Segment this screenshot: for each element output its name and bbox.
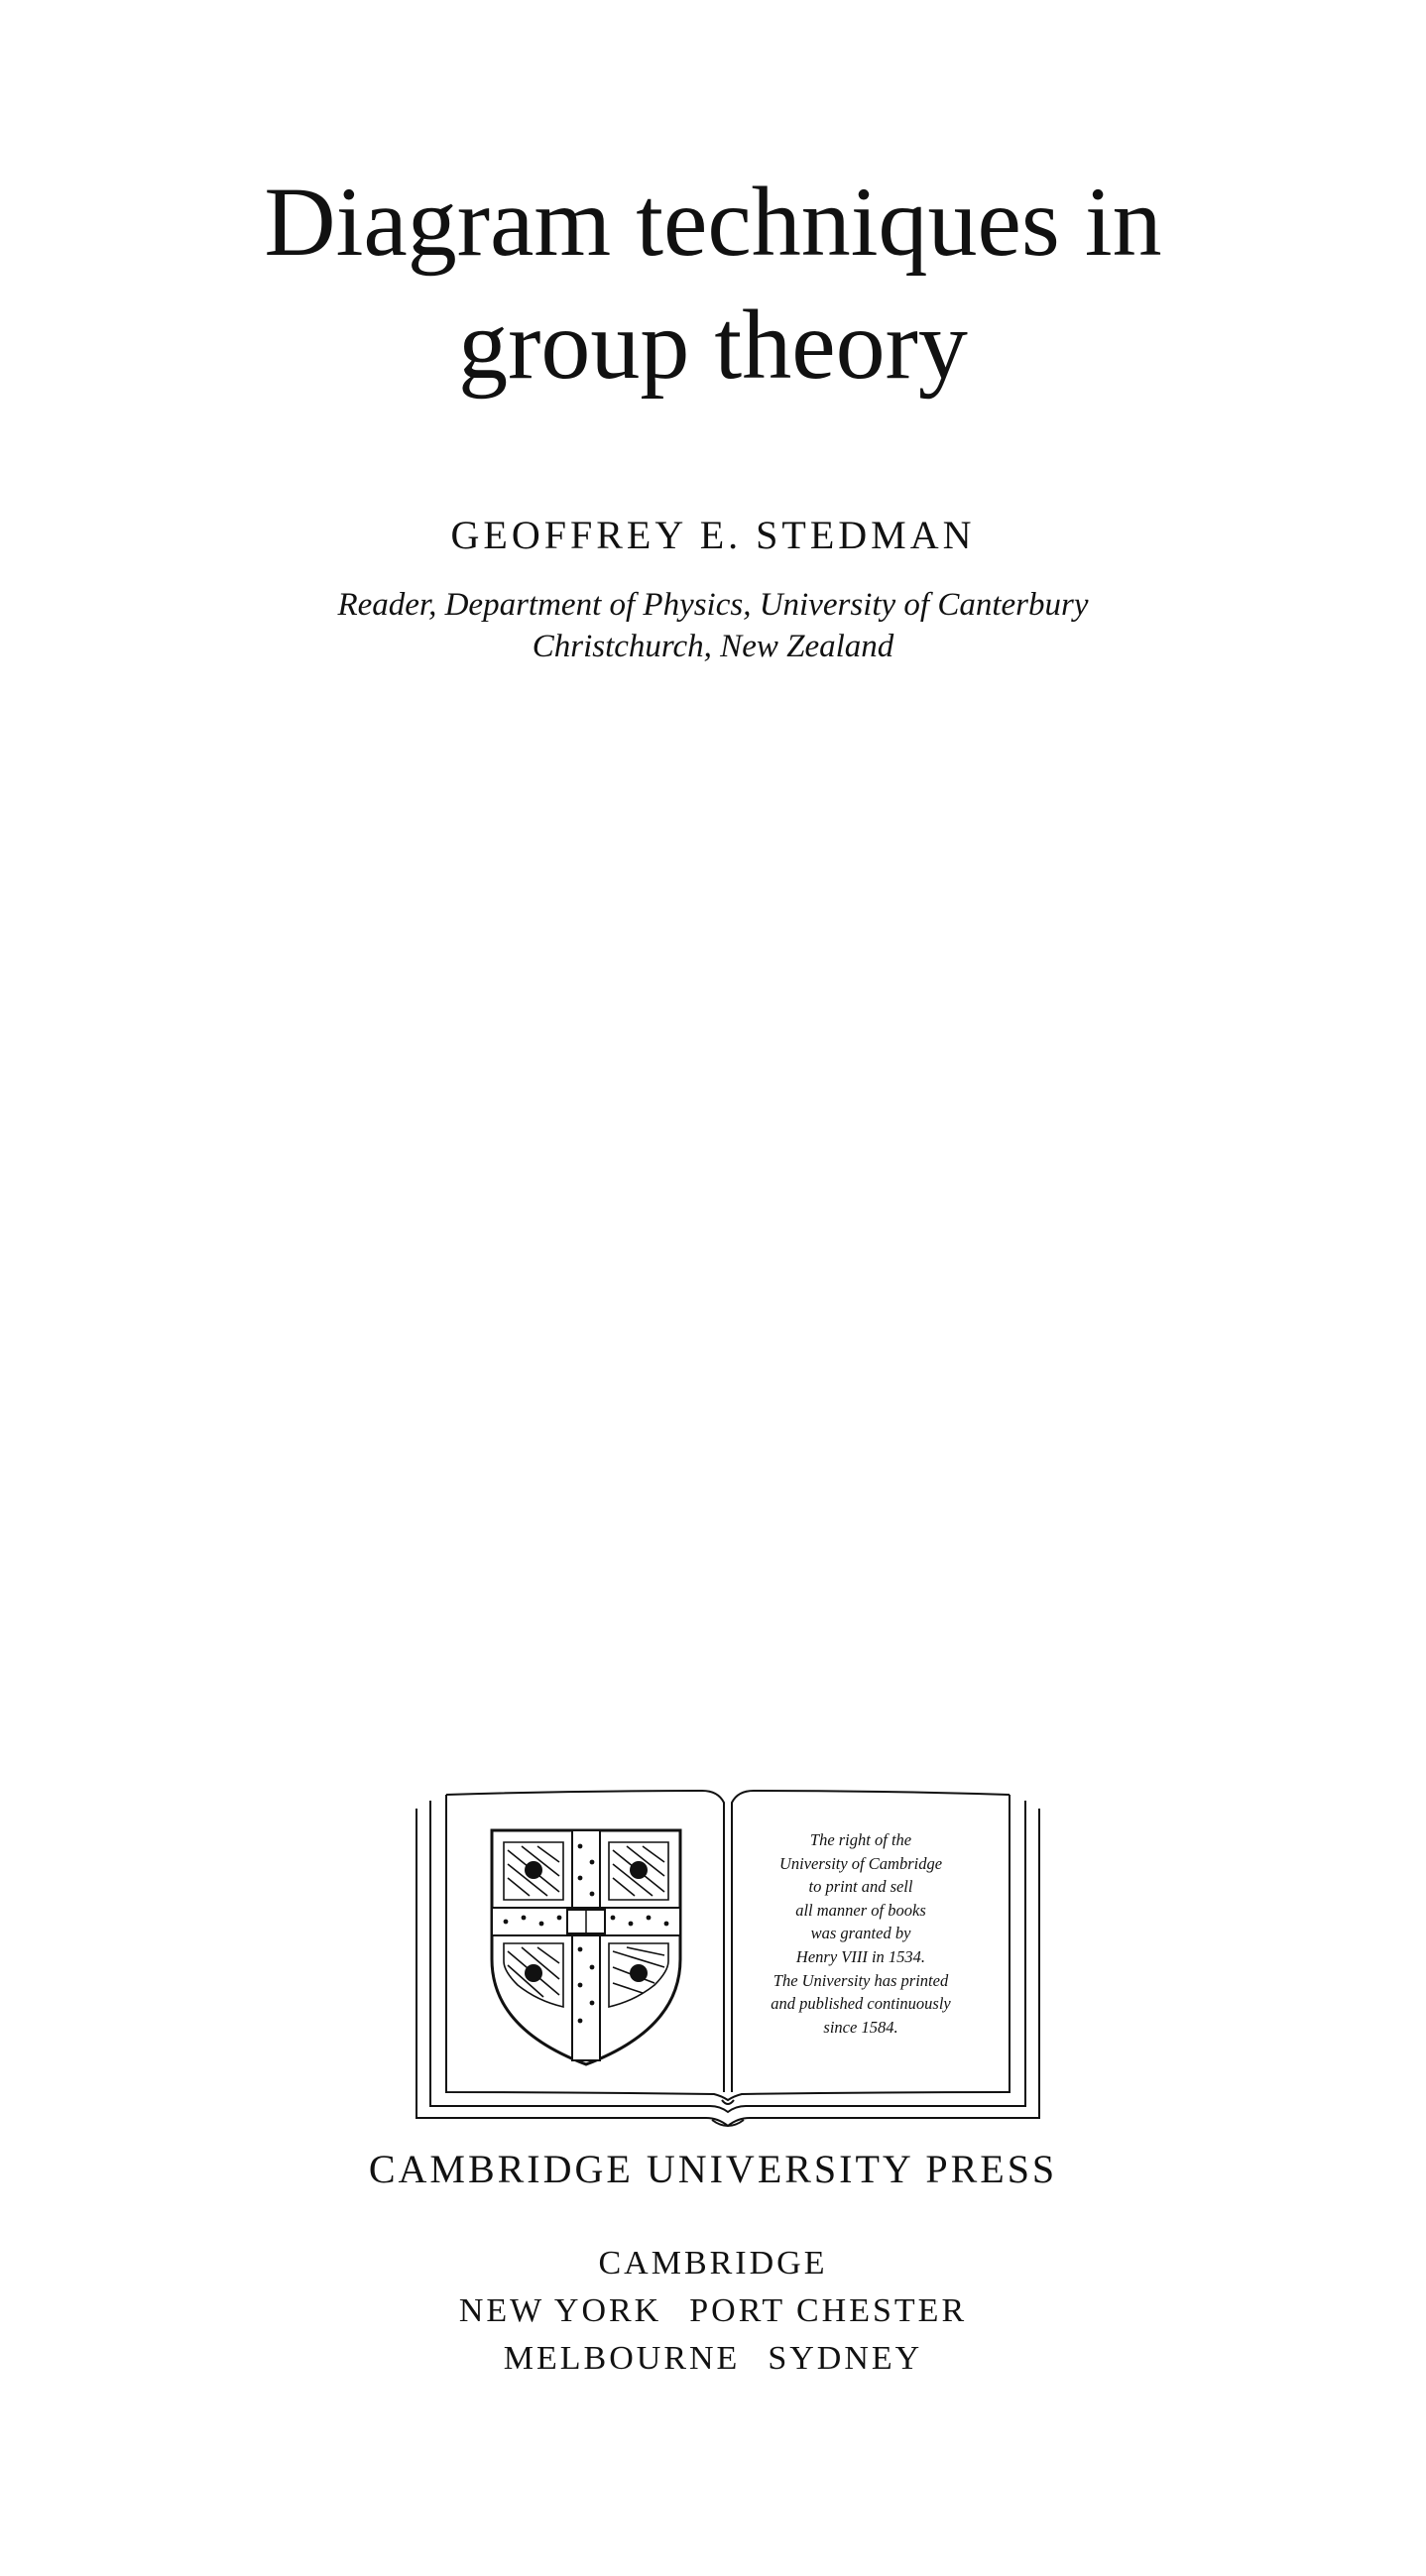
publisher-city: PORT CHESTER [689,2292,968,2329]
charter-line: since 1584. [823,2017,898,2037]
author-name: GEOFFREY E. STEDMAN [450,513,976,557]
charter-line: to print and sell [808,1877,913,1897]
charter-line: Henry VIII in 1534. [795,1946,926,1966]
charter-line: and published continuously [771,1994,951,2014]
publisher-city: NEW YORK [458,2292,662,2329]
cambridge-press-emblem [409,1773,1047,2130]
publisher-name: CAMBRIDGE UNIVERSITY PRESS [368,2147,1058,2191]
charter-line: The right of the [809,1830,912,1849]
charter-line: was granted by [810,1924,911,1943]
author-affiliation-line-2: Christchurch, New Zealand [532,629,894,664]
book-title-line-1: Diagram techniques in [264,167,1162,277]
cambridge-arms-shield-icon [492,1830,680,2064]
publisher-city-line-2 [0,2292,1426,2330]
publisher-city-line-3 [0,2340,1426,2378]
charter-line: The University has printed [772,1970,949,1990]
author-affiliation-line-1: Reader, Department of Physics, University of Canterbury [337,587,1089,623]
publisher-city-line-1 [0,2245,1426,2283]
royal-charter-note [724,1828,998,2039]
book-title-line-2: group theory [458,290,968,400]
charter-line: University of Cambridge [778,1853,943,1873]
publisher-city: CAMBRIDGE [598,2245,828,2282]
publisher-city: SYDNEY [768,2340,923,2377]
charter-line: all manner of books [795,1900,926,1920]
publisher-city: MELBOURNE [503,2340,741,2377]
